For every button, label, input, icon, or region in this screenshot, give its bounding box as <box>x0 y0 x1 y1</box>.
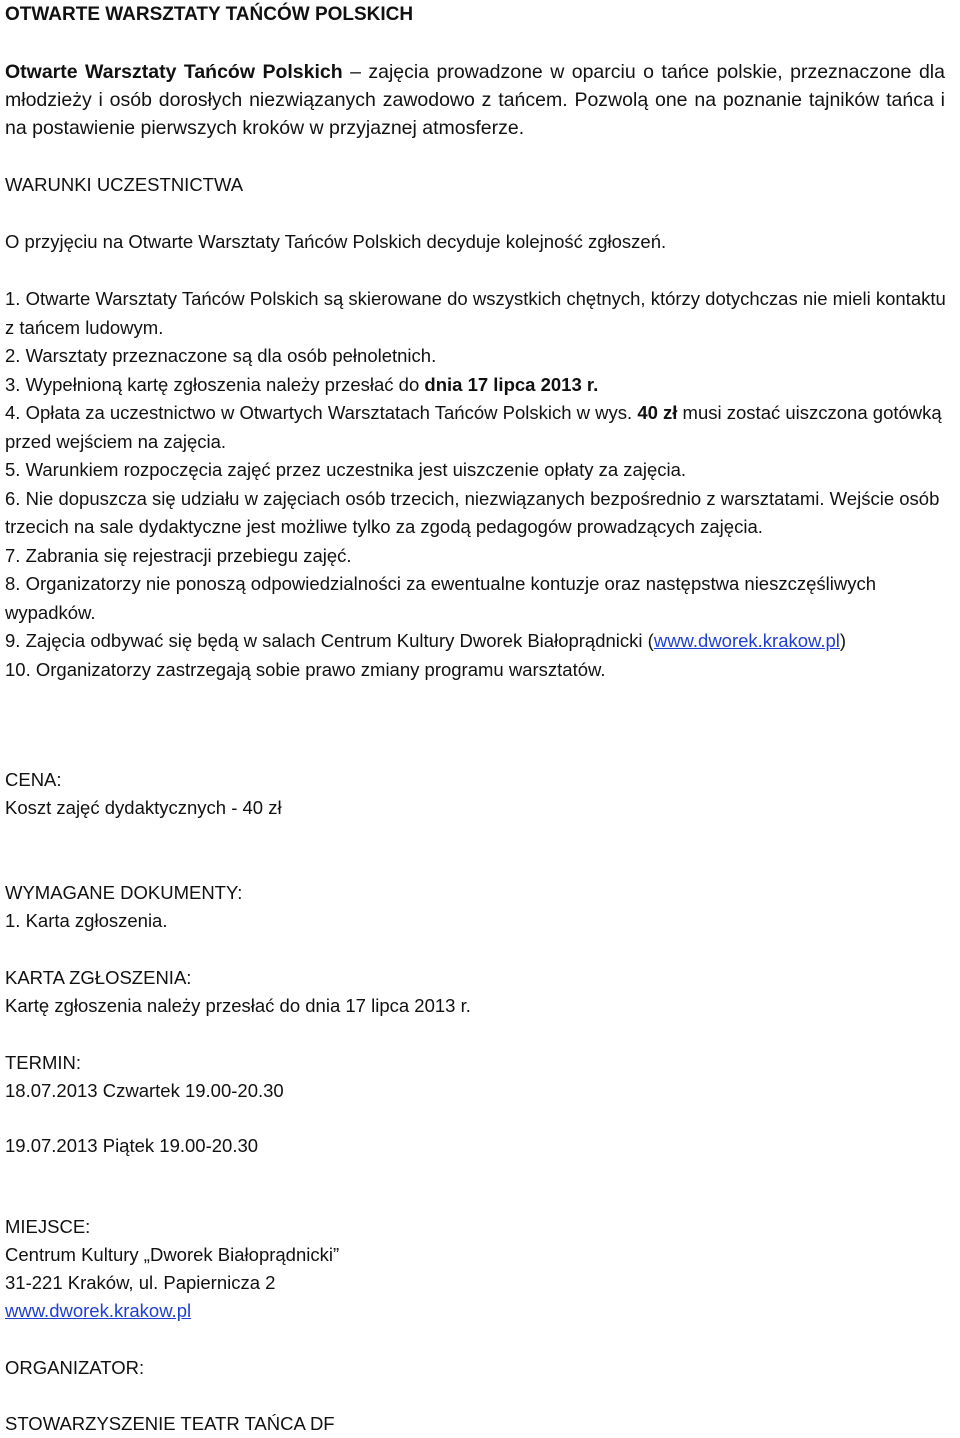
term-date-1: 18.07.2013 Czwartek 19.00-20.30 <box>5 1080 284 1101</box>
intro-bold-name: Otwarte Warsztaty Tańców Polskich <box>5 61 343 83</box>
term-date-2: 19.07.2013 Piątek 19.00-20.30 <box>5 1135 259 1156</box>
conditions-lead: O przyjęciu na Otwarte Warsztaty Tańców Polskich decyduje kolejność zgłoszeń. <box>5 231 667 252</box>
list-item-3 <box>5 371 947 400</box>
list-item-2: 2. Warsztaty przeznaczone są dla osób pełnoletnich. <box>5 345 437 366</box>
form-heading: KARTA ZGŁOSZENIA: <box>5 967 192 988</box>
website-link[interactable]: www.dworek.krakow.pl <box>653 630 840 651</box>
list-item-1: 1. Otwarte Warsztaty Tańców Polskich są skierowane do wszystkich chętnych, którzy dotychczas nie mieli kontaktu z tańcem ludowym. <box>5 288 946 338</box>
price-heading: CENA: <box>5 769 62 790</box>
list-item-7: 7. Zabrania się rejestracji przebiegu zajęć. <box>5 544 352 566</box>
list-item-4 <box>5 399 947 456</box>
deadline-bold: dnia 17 lipca 2013 r. <box>424 373 599 395</box>
fee-bold: 40 zł <box>637 402 678 423</box>
list-item-9-close: ) <box>839 630 847 651</box>
place-website-link[interactable]: www.dworek.krakow.pl <box>5 1300 192 1321</box>
intro-paragraph <box>5 58 945 142</box>
place-heading: MIEJSCE: <box>5 1216 91 1237</box>
price-text: Koszt zajęć dydaktycznych - 40 zł <box>5 797 282 818</box>
conditions-list <box>5 285 947 684</box>
documents-heading: WYMAGANE DOKUMENTY: <box>5 882 243 903</box>
term-heading: TERMIN: <box>5 1052 82 1073</box>
conditions-heading: WARUNKI UCZESTNICTWA <box>5 174 244 195</box>
place-link-row <box>5 1297 191 1325</box>
organizer-heading: ORGANIZATOR: <box>5 1357 145 1378</box>
list-item-9 <box>5 627 947 656</box>
list-item-10: 10. Organizatorzy zastrzegają sobie prawo zmiany programu warsztatów. <box>5 658 606 680</box>
list-item-4-rest: musi zostać uiszczona gotówką przed wejściem na zajęcia. <box>5 402 942 452</box>
form-text: Kartę zgłoszenia należy przesłać do dnia 17 lipca 2013 r. <box>5 995 471 1016</box>
place-address: 31-221 Kraków, ul. Papiernicza 2 <box>5 1272 276 1293</box>
list-item-9-text: 9. Zajęcia odbywać się będą w salach Centrum Kultury Dworek Białoprądnicki ( <box>5 630 654 651</box>
list-item-6: 6. Nie dopuszcza się udziału w zajęciach osób trzecich, niezwiązanych bezpośrednio z warsztatami. Wejście osób trzecich na sale dydaktyczne jest możliwe tylko za zgodą pedagogów prowadzących zajęcia. <box>5 487 940 537</box>
intro-text: – zajęcia prowadzone w oparciu o tańce polskie, przeznaczone dla młodzieży i osób dorosłych niezwiązanych zawodowo z tańcem. Pozwolą one na poznanie tajników tańca i na postawienie pierwszych kroków w przyjaznej atmosferze. <box>5 61 945 139</box>
list-item-4-text: 4. Opłata za uczestnictwo w Otwartych Warsztatach Tańców Polskich w wys. <box>5 402 638 423</box>
organizer-name: STOWARZYSZENIE TEATR TAŃCA DF <box>5 1413 335 1434</box>
document-title: OTWARTE WARSZTATY TAŃCÓW POLSKICH <box>5 4 414 25</box>
documents-text: 1. Karta zgłoszenia. <box>5 910 168 931</box>
list-item-3-text: 3. Wypełnioną kartę zgłoszenia należy przesłać do <box>5 373 425 395</box>
list-item-8: 8. Organizatorzy nie ponoszą odpowiedzialności za ewentualne kontuzje oraz następstwa nieszczęśliwych wypadków. <box>5 573 877 623</box>
list-item-5: 5. Warunkiem rozpoczęcia zajęć przez uczestnika jest uiszczenie opłaty za zajęcia. <box>5 459 687 480</box>
place-name: Centrum Kultury „Dworek Białoprądnicki” <box>5 1244 340 1265</box>
